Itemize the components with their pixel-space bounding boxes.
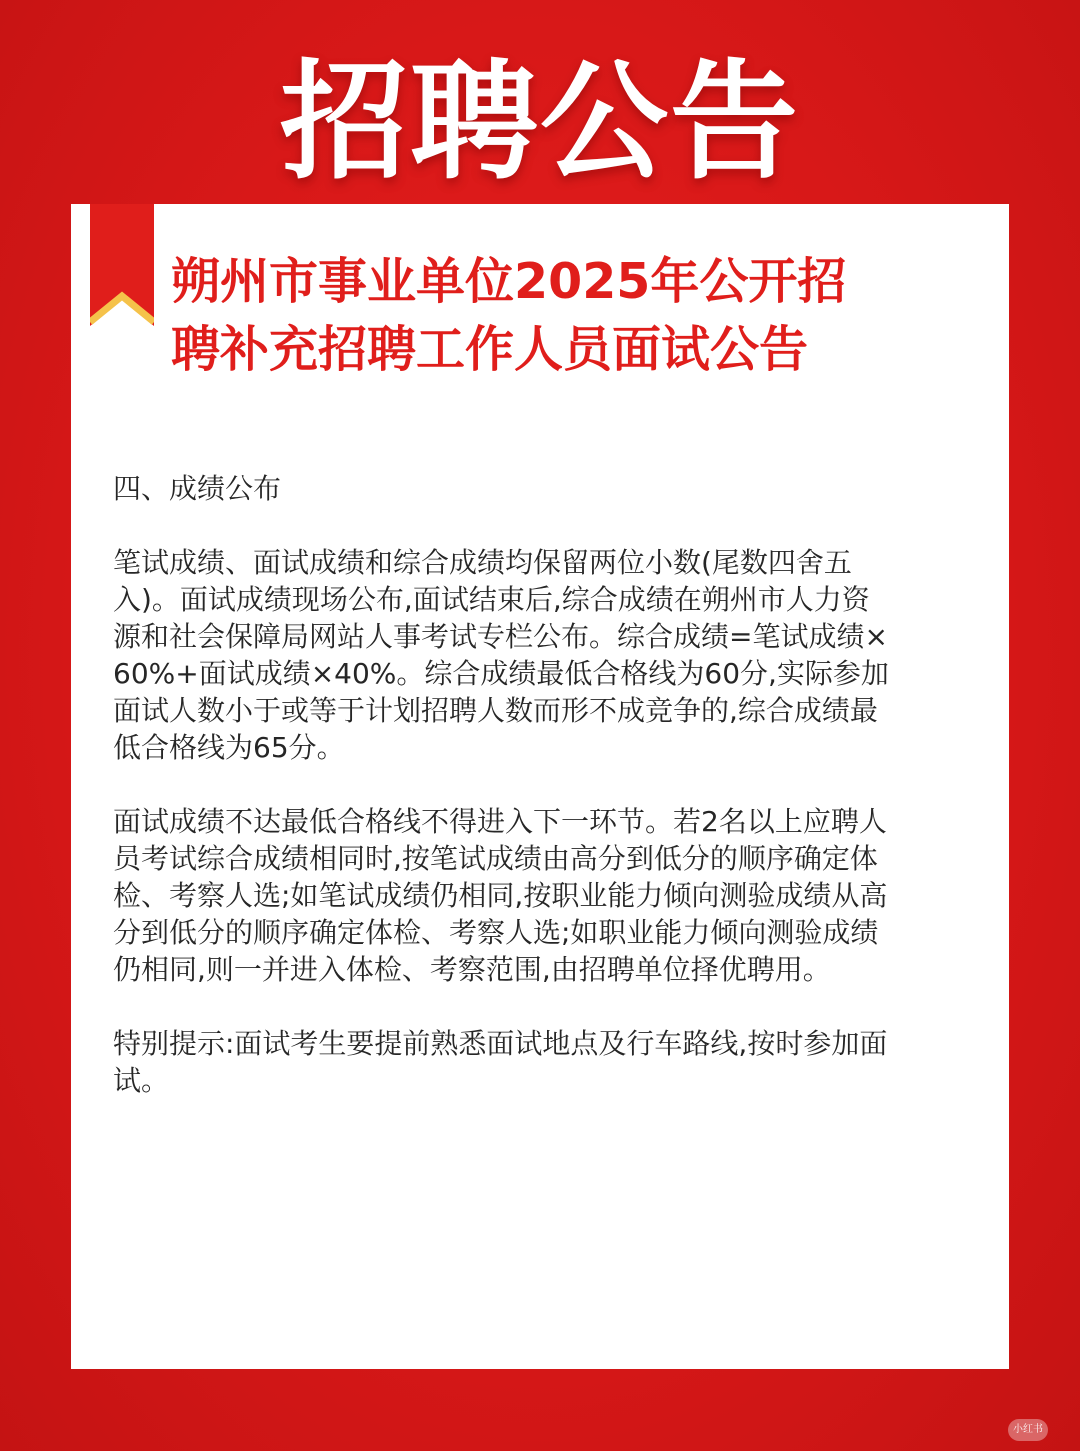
paragraph-line: 仍相同,则一并进入体检、考察范围,由招聘单位择优聘用。 xyxy=(113,953,831,986)
paragraph-line: 60%+面试成绩×40%。综合成绩最低合格线为60分,实际参加 xyxy=(113,657,889,690)
paragraph-line: 面试人数小于或等于计划招聘人数而形不成竞争的,综合成绩最 xyxy=(113,694,878,727)
banner-title: 招聘公告 xyxy=(279,48,800,197)
watermark-logo: 小红书 xyxy=(1008,1419,1048,1441)
paragraph-tiebreak xyxy=(113,803,971,988)
document-title-line: 聘补充招聘工作人员面试公告 xyxy=(171,321,809,378)
paragraph-scores xyxy=(113,544,971,766)
paragraph-line: 检、考察人选;如笔试成绩仍相同,按职业能力倾向测验成绩从高 xyxy=(113,879,888,912)
paragraph-line: 入)。面试成绩现场公布,面试结束后,综合成绩在朔州市人力资 xyxy=(113,583,870,616)
paragraph-line: 面试成绩不达最低合格线不得进入下一环节。若2名以上应聘人 xyxy=(113,805,887,838)
paragraph-line: 笔试成绩、面试成绩和综合成绩均保留两位小数(尾数四舍五 xyxy=(113,546,852,579)
document-card xyxy=(71,204,1009,1369)
paragraph-line: 分到低分的顺序确定体检、考察人选;如职业能力倾向测验成绩 xyxy=(113,916,879,949)
document-body xyxy=(113,470,971,1136)
document-title xyxy=(171,248,971,384)
paragraph-line: 试。 xyxy=(113,1064,170,1097)
paragraph-line: 特别提示:面试考生要提前熟悉面试地点及行车路线,按时参加面 xyxy=(113,1027,888,1060)
document-title-line: 朔州市事业单位2025年公开招 xyxy=(171,253,847,310)
paragraph-notice xyxy=(113,1025,971,1099)
paragraph-line: 员考试综合成绩相同时,按笔试成绩由高分到低分的顺序确定体 xyxy=(113,842,878,875)
section-heading: 四、成绩公布 xyxy=(113,472,282,505)
bookmark-ribbon-icon xyxy=(90,204,154,326)
paragraph-line: 源和社会保障局网站人事考试专栏公布。综合成绩=笔试成绩× xyxy=(113,620,888,653)
paragraph-line: 低合格线为65分。 xyxy=(113,731,345,764)
